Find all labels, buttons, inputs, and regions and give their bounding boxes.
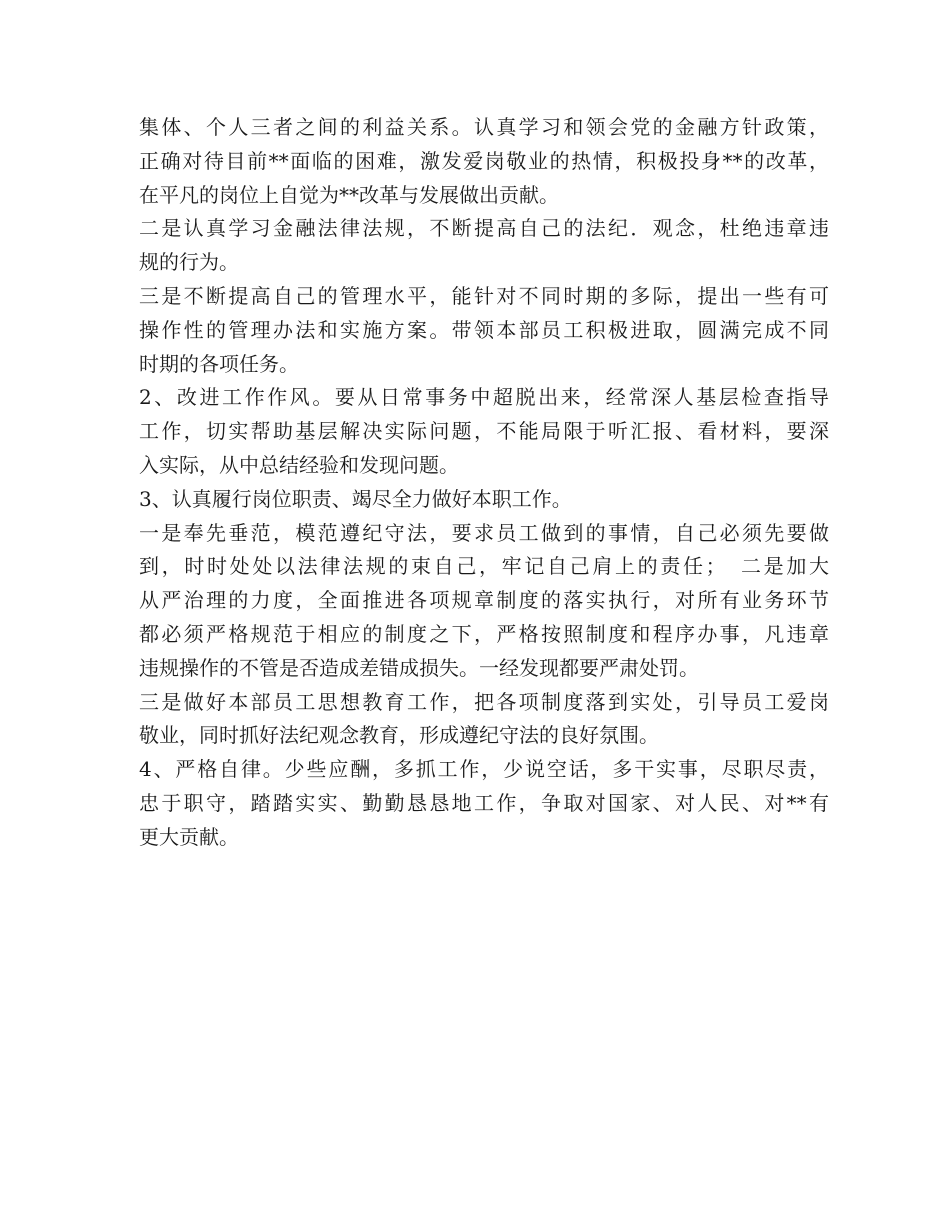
text-line: 到，时时处处以法律法规的束自己，牢记自己肩上的责任； 二是加大 — [139, 554, 829, 579]
text-line: 正确对待目前**面临的困难，激发爱岗敬业的热情，积极投身**的改革， — [139, 148, 829, 173]
text-line: 3、认真履行岗位职责、竭尽全力做好本职工作。 — [139, 486, 572, 511]
text-line: 忠于职守，踏踏实实、勤勤恳恳地工作，争取对国家、对人民、对**有 — [139, 790, 829, 815]
text-line: 规的行为。 — [139, 250, 239, 275]
text-line: 从严治理的力度，全面推进各项规章制度的落实执行，对所有业务环节 — [139, 588, 829, 613]
text-line: 操作性的管理办法和实施方案。带领本部员工积极进取，圆满完成不同 — [139, 317, 829, 342]
text-line: 三是不断提高自己的管理水平，能针对不同时期的多际，提出一些有可 — [139, 283, 829, 308]
text-line: 三是做好本部员工思想教育工作，把各项制度落到实处，引导员工爱岗 — [139, 689, 829, 714]
text-line: 集体、个人三者之间的利益关系。认真学习和领会党的金融方针政策， — [139, 115, 829, 139]
text-line: 4、严格自律。少些应酬，多抓工作，少说空话，多干实事，尽职尽责， — [139, 757, 829, 782]
text-line: 二是认真学习金融法律法规，不断提高自己的法纪．观念，杜绝违章违 — [139, 216, 829, 241]
text-line: 更大贡献。 — [139, 824, 239, 849]
text-line: 敬业，同时抓好法纪观念教育，形成遵纪守法的良好氛围。 — [139, 723, 659, 748]
text-line: 时期的各项任务。 — [139, 351, 299, 376]
text-line: 入实际，从中总结经验和发现问题。 — [139, 452, 459, 477]
text-line: 工作，切实帮助基层解决实际问题，不能局限于听汇报、看材料，要深 — [139, 419, 829, 444]
text-line: 都必须严格规范于相应的制度之下，严格按照制度和程序办事，凡违章 — [139, 621, 829, 646]
text-line: 在平凡的岗位上自觉为**改革与发展做出贡献。 — [139, 182, 559, 207]
text-line: 一是奉先垂范，模范遵纪守法，要求员工做到的事情，自己必须先要做 — [139, 520, 829, 545]
document-body — [139, 111, 829, 855]
text-line: 违规操作的不管是否造成差错成损失。一经发现都要严肃处罚。 — [139, 655, 699, 680]
text-line: 2、改进工作作风。要从日常事务中超脱出来，经常深人基层检查指导 — [139, 385, 829, 410]
